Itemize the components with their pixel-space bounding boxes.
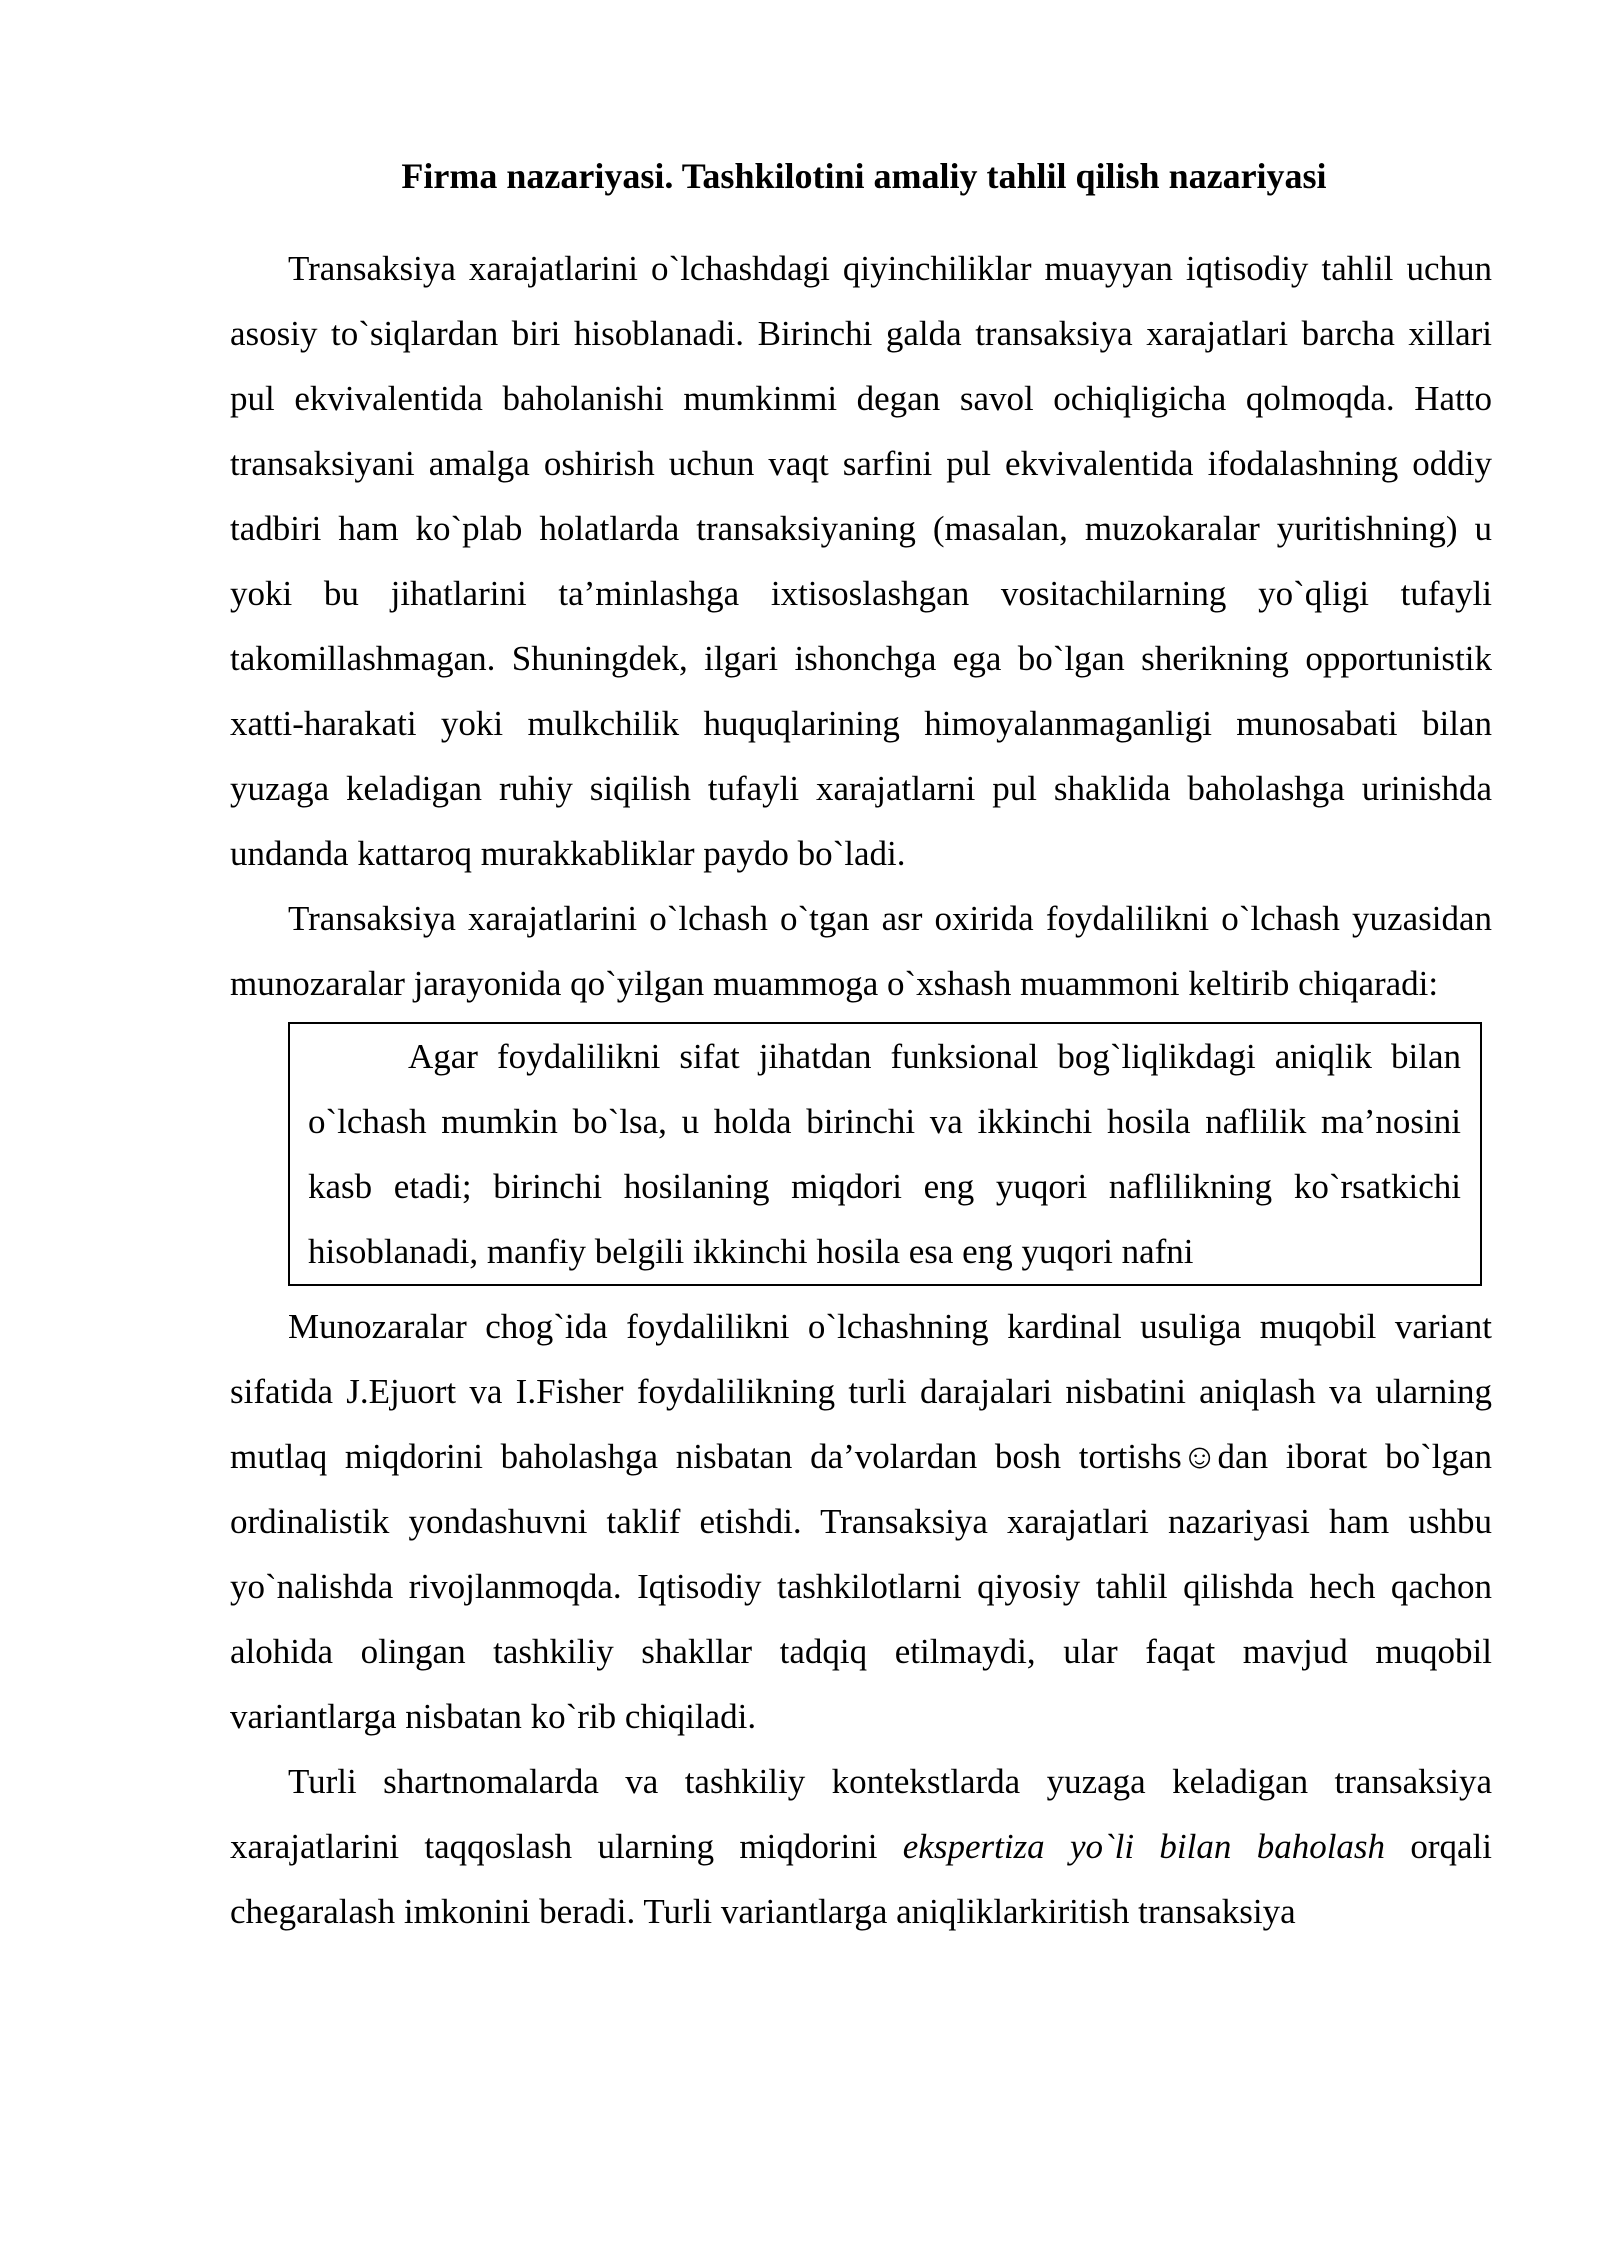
quote-box xyxy=(288,1022,1482,1286)
paragraph-4-text-start: Turli shartnomalarda va tashkiliy kontekstlarda yuzaga keladigan transaksiya xarajatlarini taqqoslash ularning miqdorini xyxy=(230,1762,1492,1866)
document-body xyxy=(230,236,1492,1944)
paragraph-4-emphasis: ekspertiza yo`li bilan baholash xyxy=(902,1827,1386,1866)
paragraph-3: Munozaralar chog`ida foydalilikni o`lchashning kardinal usuliga muqobil variant sifatida J.Ejuort va I.Fisher foydalilikning turli darajalari nisbatini aniqlash va ularning mutlaq miqdorini baholashga nisbatan da’volardan bosh tortishs☺dan iborat bo`lgan ordinalistik yondashuvni taklif etishdi. Transaksiya xarajatlari nazariyasi ham ushbu yo`nalishda rivojlanmoqda. Iqtisodiy tashkilotlarni qiyosiy tahlil qilishda hech qachon alohida olingan tashkiliy shakllar tadqiq etilmaydi, ular faqat mavjud muqobil variantlarga nisbatan ko`rib chiqiladi. xyxy=(230,1307,1492,1736)
quote-text: Agar foydalilikni sifat jihatdan funksional bog`liqlikdagi aniqlik bilan o`lchash mumkin bo`lsa, u holda birinchi va ikkinchi hosila naflilik ma’nosini kasb etadi; birinchi hosilaning miqdori eng yuqori naflilikning ko`rsatkichi hisoblanadi, manfiy belgili ikkinchi hosila esa eng yuqori nafni xyxy=(308,1037,1461,1271)
paragraph-2: Transaksiya xarajatlarini o`lchash o`tgan asr oxirida foydalilikni o`lchash yuzasidan munozaralar jarayonida qo`yilgan muammoga o`xshash muammoni keltirib chiqaradi: xyxy=(230,899,1492,1003)
paragraph-4 xyxy=(230,1749,1492,1944)
document-title: Firma nazariyasi. Tashkilotini amaliy tahlil qilish nazariyasi xyxy=(401,156,1327,196)
paragraph-4-text-end: orqali chegaralash imkonini beradi. Turli variantlarga aniqliklarkiritish transaksiya xyxy=(230,1827,1492,1931)
paragraph-1: Transaksiya xarajatlarini o`lchashdagi qiyinchiliklar muayyan iqtisodiy tahlil uchun asosiy to`siqlardan biri hisoblanadi. Birinchi galda transaksiya xarajatlari barcha xillari pul ekvivalentida baholanishi mumkinmi degan savol ochiqligicha qolmoqda. Hatto transaksiyani amalga oshirish uchun vaqt sarfini pul ekvivalentida ifodalashning oddiy tadbiri ham ko`plab holatlarda transaksiyaning (masalan, muzokaralar yuritishning) u yoki bu jihatlarini ta’minlashga ixtisoslashgan vositachilarning yo`qligi tufayli takomillashmagan. Shuningdek, ilgari ishonchga ega bo`lgan sherikning opportunistik xatti-harakati yoki mulkchilik huquqlarining himoyalanmaganligi munosabati bilan yuzaga keladigan ruhiy siqilish tufayli xarajatlarni pul shaklida baholashga urinishda undanda kattaroq murakkabliklar paydo bo`ladi. xyxy=(230,249,1492,873)
